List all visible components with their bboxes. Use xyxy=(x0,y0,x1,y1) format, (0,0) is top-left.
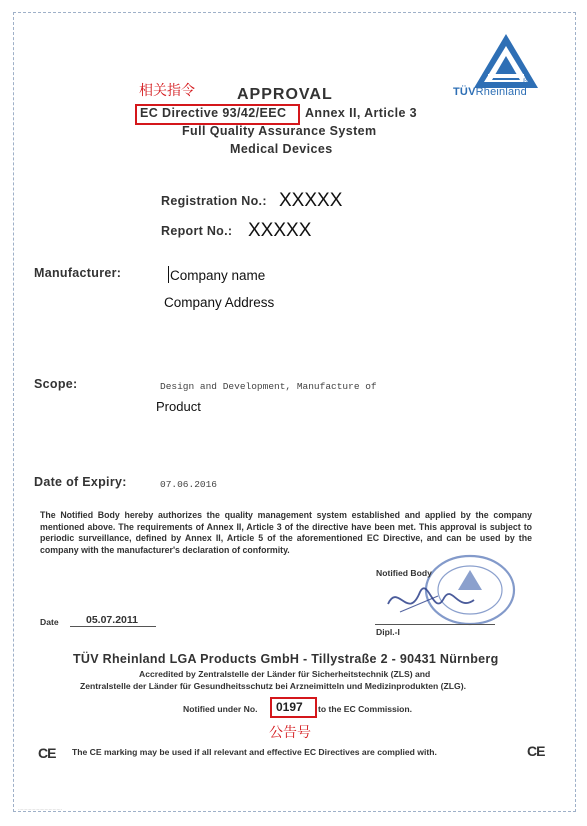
tuv-brand-text xyxy=(453,86,527,98)
registration-value: XXXXX xyxy=(279,190,343,211)
accredited-line: Accredited by Zentralstelle der Länder für Sicherheitstechnik (ZLS) and xyxy=(139,669,431,679)
brand-bold: TÜV xyxy=(453,86,476,98)
text-cursor xyxy=(168,266,169,283)
date-label: Date xyxy=(40,617,59,627)
expiry-label: Date of Expiry: xyxy=(34,475,127,489)
form-code: ································· xyxy=(18,807,62,812)
scope-label: Scope: xyxy=(34,377,78,391)
notified-body-stamp-icon xyxy=(378,552,518,634)
directive-annotation: 相关指令 xyxy=(139,82,195,98)
date-value: 05.07.2011 xyxy=(86,614,138,626)
manufacturer-name: Company name xyxy=(170,268,266,283)
signature-line xyxy=(375,624,495,625)
notified-no-annotation: 公告号 xyxy=(269,724,311,740)
directive-annex: Annex II, Article 3 xyxy=(305,106,418,120)
notified-suffix: to the EC Commission. xyxy=(318,704,413,714)
scope-line-1: Design and Development, Manufacture of xyxy=(160,381,377,392)
ce-mark-right-icon: CE xyxy=(527,743,545,759)
notified-body-label: Notified Body xyxy=(376,568,432,578)
notified-number: 0197 xyxy=(276,700,303,714)
expiry-value: 07.06.2016 xyxy=(160,479,218,490)
report-label: Report No.: xyxy=(161,224,233,238)
company-address-line: TÜV Rheinland LGA Products GmbH - Tillystraße 2 - 90431 Nürnberg xyxy=(73,652,499,666)
brand-light: Rheinland xyxy=(475,86,527,98)
zentralstelle-line: Zentralstelle der Länder für Gesundheitsschutz bei Arzneimitteln und Medizinprodukten (ZLG). xyxy=(80,681,466,691)
header-line-2: Full Quality Assurance System xyxy=(182,124,377,138)
notified-prefix: Notified under No. xyxy=(183,704,258,714)
report-value: XXXXX xyxy=(248,220,312,241)
directive-text: EC Directive 93/42/EEC xyxy=(140,106,287,120)
manufacturer-address: Company Address xyxy=(164,295,275,310)
date-line xyxy=(70,626,156,627)
ce-mark-left-icon: CE xyxy=(38,745,56,761)
dipl-label: Dipl.-I xyxy=(376,627,400,637)
header-line-3: Medical Devices xyxy=(230,142,333,156)
scope-line-2: Product xyxy=(156,399,201,414)
authorization-paragraph: The Notified Body hereby authorizes the quality management system established and applied by the company mentioned above. The requirements of Annex II, Article 3 of the directive have been met. This approval is subject to periodic surveillance, defined by Annex II, Article 5 of the aforementioned EC Directive, and can be used by the company with the manufacturer's declaration of conformity. xyxy=(40,510,532,555)
registration-label: Registration No.: xyxy=(161,194,267,208)
registered-mark: ® xyxy=(523,78,529,85)
certificate-title: APPROVAL xyxy=(237,86,333,103)
manufacturer-label: Manufacturer: xyxy=(34,266,122,280)
ce-marking-text: The CE marking may be used if all relevant and effective EC Directives are complied with. xyxy=(72,747,437,757)
